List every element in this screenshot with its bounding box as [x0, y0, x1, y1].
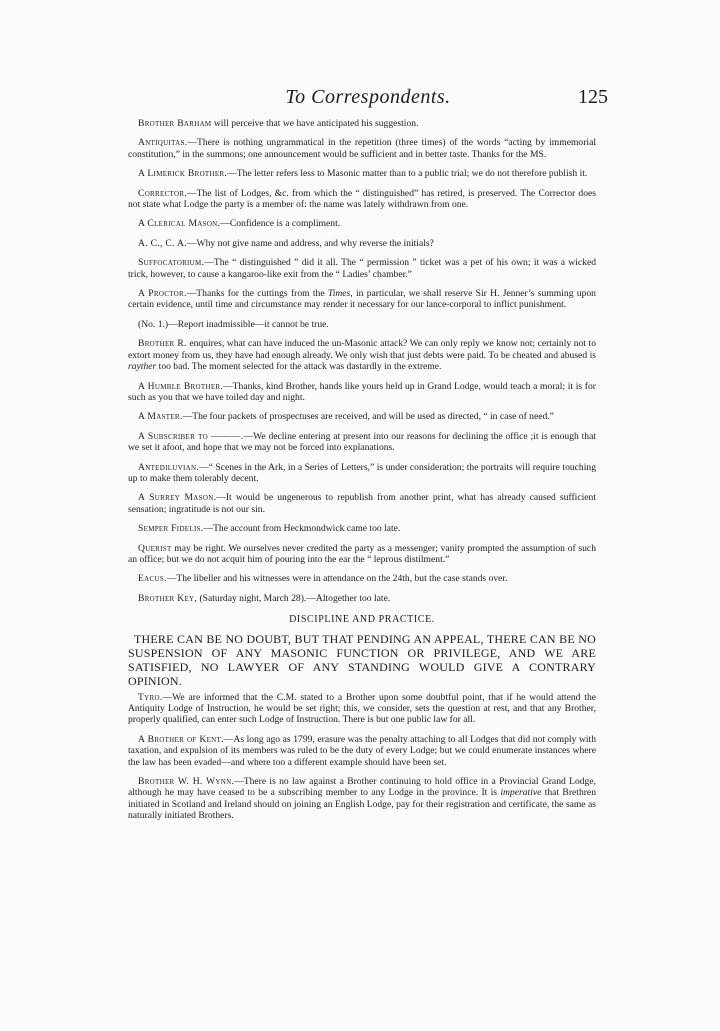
entry-text: will perceive that we have anticipated his suggestion. [211, 118, 419, 129]
page-header [128, 86, 608, 112]
correspondent-entry [128, 188, 596, 211]
entry-addressee: Brother Barham [138, 118, 212, 129]
correspondent-entry [128, 431, 596, 454]
correspondent-entry [128, 338, 596, 372]
entry-addressee: A Humble Brother. [138, 380, 224, 392]
running-title: To Correspondents. [285, 86, 451, 108]
entry-addressee: Suffocatorium. [138, 257, 205, 269]
entry-addressee: Brother Key, [138, 592, 198, 604]
entry-addressee: Brother R. [138, 338, 187, 350]
entry-text: —The four packets of prospectuses are received, and will be used as directed, “ in case of need.” [182, 411, 554, 423]
entry-text: —As long ago as 1799, erasure was the penalty attaching to all Lodges that did not comply with taxation, and expulsion of its members was ruled to be the duty of every Lodge; but we could enumerate instances where the law has been evaded—and where too a different example should have been set. [128, 733, 596, 768]
entry-text: —Thanks for the cuttings from the [186, 288, 328, 300]
entry-text: enquires, what can have induced the un-Masonic attack? We can only reply we know not; certainly not to extort money from us, they have had enough already. We only wish that just debts were paid. To be cheated and abused is [128, 338, 596, 361]
correspondent-entry [128, 218, 596, 229]
entry-text: (Saturday night, March 28).—Altogether too late. [197, 592, 391, 604]
correspondents-column [128, 118, 596, 830]
entry-text: —The “ distinguished ” did it all. The “ permission ” ticket was a pet of his own; it was a wicked trick, however, to cause a kangaroo-like exit from the “ Ladies’ chamber.” [128, 257, 596, 280]
correspondent-entry [128, 381, 596, 404]
section-title: DISCIPLINE AND PRACTICE. [289, 614, 435, 626]
entry-text: —The libeller and his witnesses were in attendance on the 24th, but the case stands over. [166, 573, 508, 585]
entry-text: —The letter refers less to Masonic matter than to a public trial; we do not therefore publish it. [227, 168, 588, 180]
correspondent-entry [128, 319, 596, 330]
entry-text: —It would be ungenerous to republish from another print, what has already caused sufficient sensation; ingratitude is not our sin. [128, 492, 596, 515]
entry-text: —Thanks, kind Brother, hands like yours held up in Grand Lodge, would teach a moral; it is for such as you that we have toiled day and night. [128, 380, 596, 403]
entry-text: (No. 1.)—Report inadmissible—it cannot be true. [138, 318, 329, 330]
entry-addressee: Brother W. H. Wynn. [138, 776, 235, 788]
entry-addressee: Eacus. [138, 573, 167, 585]
entry-text: —There is no law against a Brother continuing to hold office in a Provincial Grand Lodge, although he may have ceased to be a subscribing member to any Lodge in the province. It is [128, 776, 596, 799]
entry-addressee: Antiquitas. [138, 137, 188, 149]
correspondent-entry [128, 257, 596, 280]
correspondent-entry [128, 543, 596, 566]
entry-text: —Confidence is a compliment. [220, 218, 341, 230]
correspondent-entry [128, 492, 596, 515]
section-entries-list [128, 692, 596, 822]
entry-addressee: A Subscriber to ———. [138, 430, 244, 442]
correspondent-entry [128, 573, 596, 584]
entry-addressee: A Brother of Kent. [138, 733, 224, 745]
entry-addressee: Querist [138, 542, 172, 554]
entry-text: —Why not give name and address, and why reverse the initials? [186, 237, 434, 249]
entry-emphasis: Times [327, 288, 351, 300]
entry-addressee: A Limerick Brother. [138, 168, 228, 180]
entries-list [128, 118, 596, 604]
entry-addressee: Antediluvian. [138, 461, 200, 473]
section-statement: THERE CAN BE NO DOUBT, BUT THAT PENDING AN APPEAL, THERE CAN BE NO SUSPENSION OF ANY MASONIC FUNCTION OR PRIVILEGE, AND WE ARE SATISFIED, NO LAWYER OF ANY STANDING WOULD GIVE A CONTRARY OPINION. [128, 631, 596, 688]
correspondent-entry [128, 288, 596, 311]
correspondent-entry [128, 593, 596, 604]
entry-text: —We are informed that the C.M. stated to a Brother upon some doubtful point, that if he would attend the Antiquity Lodge of Instruction, he would be set right; this, we consider, sets the question at rest, and that any Brother, properly qualified, can enter such Lodge of Instruction. There is but one public law for all. [128, 691, 596, 726]
entry-text: that Brethren initiated in Scotland and Ireland should on joining an English Lodge, pay for their registration and certificate, the same as naturally initiated Brothers. [128, 787, 596, 822]
page-number: 125 [578, 86, 608, 108]
entry-addressee: Semper Fidelis. [138, 523, 204, 535]
entry-addressee: A Clerical Mason. [138, 218, 221, 230]
correspondent-entry [128, 734, 596, 768]
entry-addressee: A Proctor. [138, 288, 187, 300]
correspondent-entry [128, 168, 596, 179]
correspondent-entry [128, 692, 596, 726]
correspondent-entry [128, 137, 596, 160]
entry-emphasis: rayther [128, 361, 157, 373]
entry-text: , in particular, we shall reserve Sir H. Jenner’s summing upon certain evidence, until time and circumstance may render it necessary for our lance-corporal to inflict punishment. [128, 288, 596, 311]
entry-text: —The account from Heckmondwick came too late. [203, 523, 401, 535]
entry-text: may be right. We ourselves never credited the party as a messenger; vanity prompted the assumption of such an office; but we do not acquit him of pouring into the ear the “ leprous distilment.” [128, 542, 596, 565]
entry-text: —We decline entering at present into our reasons for declining the office ;it is enough that we set it afoot, and hope that we may not be forced into explanations. [128, 430, 596, 454]
entry-addressee: Corrector. [138, 187, 188, 199]
entry-text: —The list of Lodges, &c. from which the “ distinguished” has retired, is preserved. The Corrector does not state what Lodge the party is a member of: the name was lately withdrawn from one. [128, 187, 596, 211]
correspondent-entry [128, 118, 596, 129]
correspondent-entry [128, 411, 596, 422]
correspondent-entry [128, 776, 596, 822]
entry-addressee: A Master. [138, 411, 183, 423]
entry-emphasis: imperative [500, 787, 542, 799]
entry-text: —There is nothing ungrammatical in the repetition (three times) of the words “acting by immemorial constitution,” in the summons; one announcement would be sufficient and in better taste. Thanks for the MS. [128, 137, 596, 160]
entry-addressee: Tyro. [138, 691, 163, 703]
correspondent-entry [128, 238, 596, 249]
entry-text: —“ Scenes in the Ark, in a Series of Letters,” is under consideration; the portraits will require touching up to make them tolerably decent. [128, 461, 596, 484]
correspondent-entry [128, 462, 596, 485]
correspondent-entry [128, 523, 596, 534]
entry-addressee: A. C., C. A. [138, 237, 187, 249]
entry-addressee: A Surrey Mason. [138, 492, 217, 504]
entry-text: too bad. The moment selected for the attack was dastardly in the extreme. [156, 361, 442, 373]
